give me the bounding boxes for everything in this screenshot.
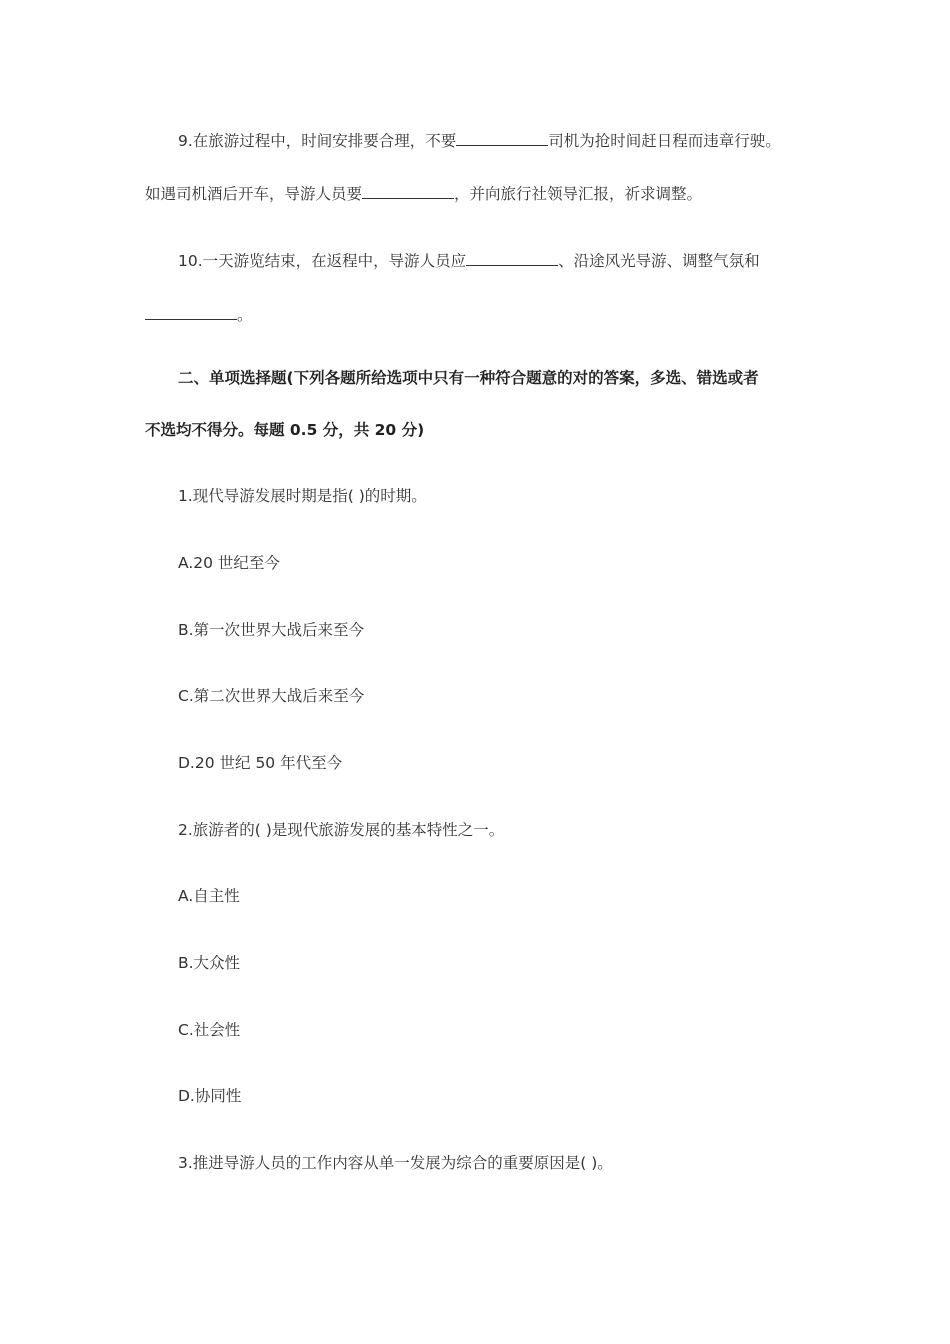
mc-question-2-option-b: B.大众性 bbox=[178, 954, 241, 972]
q10-blank-2 bbox=[145, 303, 237, 320]
q9-blank-1 bbox=[456, 129, 548, 146]
fill-question-9-line-1 bbox=[178, 129, 781, 152]
section-heading-line-2: 不选均不得分。每题 0.5 分，共 20 分) bbox=[145, 421, 425, 439]
mc-question-1-stem: 1.现代导游发展时期是指( )的时期。 bbox=[178, 487, 427, 505]
section-heading-line-1: 二、单项选择题(下列各题所给选项中只有一种符合题意的对的答案，多选、错选或者 bbox=[178, 369, 759, 387]
fill-question-10-line-1 bbox=[178, 249, 760, 272]
q10-text-3: 。 bbox=[237, 306, 253, 324]
q9-text-2: 司机为抢时间赶日程而违章行驶。 bbox=[548, 132, 781, 150]
q9-text-1: 9.在旅游过程中，时间安排要合理，不要 bbox=[178, 132, 457, 150]
fill-question-10-line-2 bbox=[145, 303, 253, 326]
mc-question-1-option-b: B.第一次世界大战后来至今 bbox=[178, 621, 365, 639]
mc-question-1-option-a: A.20 世纪至今 bbox=[178, 554, 280, 572]
q10-text-1: 10.一天游览结束，在返程中，导游人员应 bbox=[178, 252, 467, 270]
mc-question-1-option-c: C.第二次世界大战后来至今 bbox=[178, 687, 365, 705]
q9-text-4: ，并向旅行社领导汇报，祈求调整。 bbox=[454, 185, 703, 203]
q10-text-2: 、沿途风光导游、调整气氛和 bbox=[558, 252, 760, 270]
mc-question-3-stem: 3.推进导游人员的工作内容从单一发展为综合的重要原因是( )。 bbox=[178, 1154, 613, 1172]
q9-blank-2 bbox=[362, 182, 454, 199]
mc-question-2-option-a: A.自主性 bbox=[178, 887, 240, 905]
fill-question-9-line-2 bbox=[145, 182, 702, 205]
mc-question-2-option-c: C.社会性 bbox=[178, 1021, 241, 1039]
mc-question-2-option-d: D.协同性 bbox=[178, 1087, 242, 1105]
q9-text-3: 如遇司机酒后开车，导游人员要 bbox=[145, 185, 363, 203]
q10-blank-1 bbox=[466, 249, 558, 266]
mc-question-2-stem: 2.旅游者的( )是现代旅游发展的基本特性之一。 bbox=[178, 821, 505, 839]
mc-question-1-option-d: D.20 世纪 50 年代至今 bbox=[178, 754, 343, 772]
